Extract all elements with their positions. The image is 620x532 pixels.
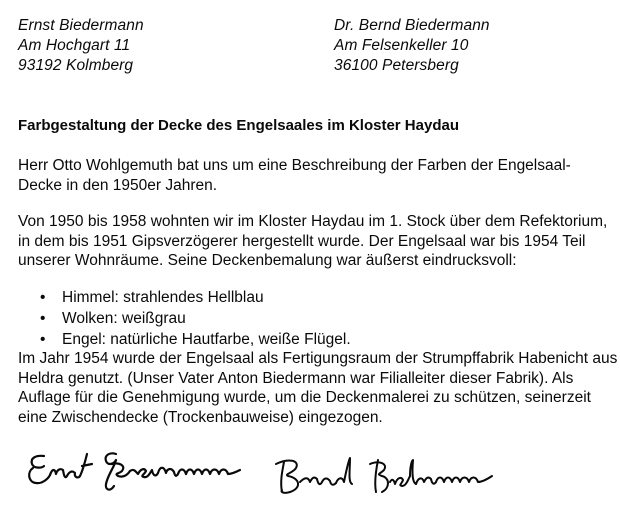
letter-title: Farbgestaltung der Decke des Engelsaales im Kloster Haydau <box>18 117 459 134</box>
signature-bernd <box>270 452 502 498</box>
signature-ernst <box>22 446 258 498</box>
sender-address <box>18 16 144 76</box>
recipient-address <box>334 16 490 76</box>
sender-name: Ernst Biedermann <box>18 17 144 34</box>
paragraph-history: Von 1950 bis 1958 wohnten wir im Kloster Haydau im 1. Stock über dem Refektorium, in dem bis 1951 Gipsverzögerer hergestellt wurde. Der Engelsaal war bis 1954 Teil unserer Wohnräume. Seine Deckenbemalung war äußerst eindrucksvoll: <box>18 213 608 269</box>
paragraph-factory: Im Jahr 1954 wurde der Engelsaal als Fertigungsraum der Strumpffabrik Habenicht aus Heldra genutzt. (Unser Vater Anton Biedermann war Filialleiter dieser Fabrik). Als Auflage für die Genehmigung wurde, um die Deckenmalerei zu schützen, seinerzeit eine Zwischendecke (Trockenbauweise) eingezogen. <box>18 350 618 426</box>
sender-city: 93192 Kolmberg <box>18 57 134 74</box>
paragraph-request: Herr Otto Wohlgemuth bat uns um eine Beschreibung der Farben der Engelsaal-Decke in den 1950er Jahren. <box>18 157 571 194</box>
list-item-clouds: • Wolken: weißgrau <box>18 308 351 329</box>
recipient-name: Dr. Bernd Biedermann <box>334 17 490 34</box>
sender-street: Am Hochgart 11 <box>18 37 131 54</box>
color-list <box>18 287 351 350</box>
list-item-sky: • Himmel: strahlendes Hellblau <box>18 287 351 308</box>
recipient-city: 36100 Petersberg <box>334 57 459 74</box>
list-item-angels: • Engel: natürliche Hautfarbe, weiße Flügel. <box>18 329 351 350</box>
recipient-street: Am Felsenkeller 10 <box>334 37 469 54</box>
